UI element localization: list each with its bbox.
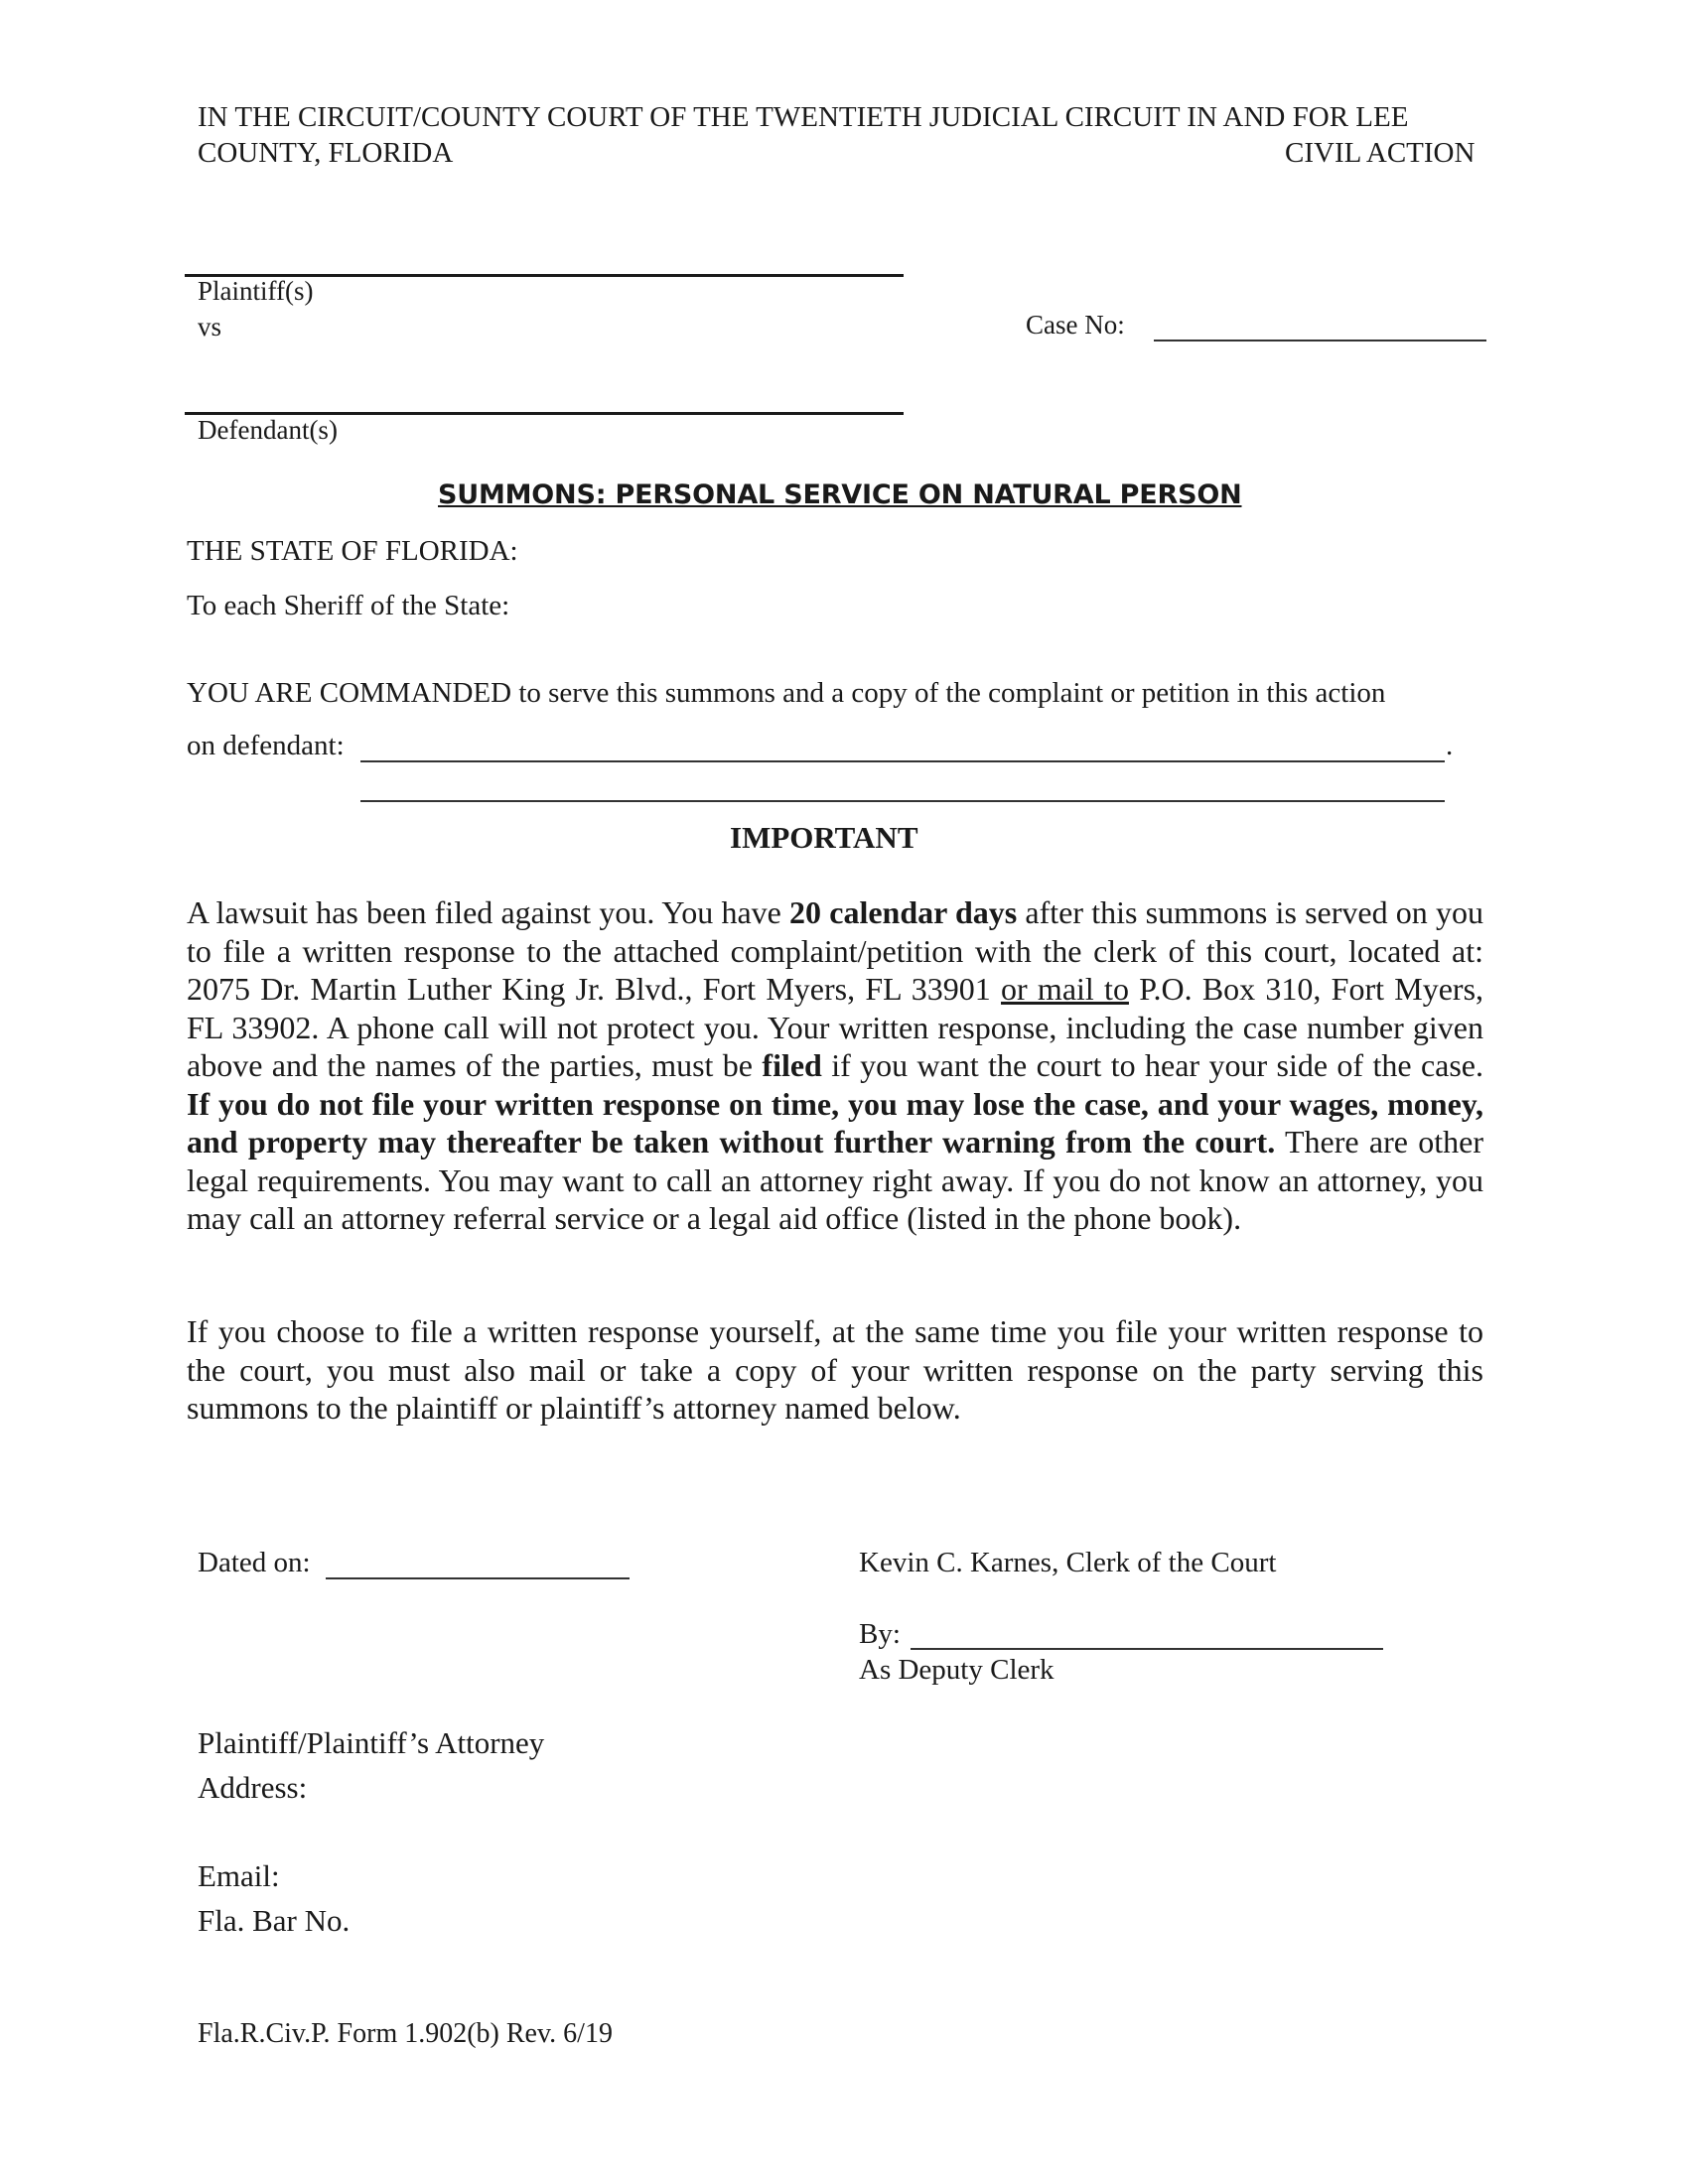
plaintiff-attorney-label: Plaintiff/Plaintiff’s Attorney — [198, 1725, 545, 1760]
on-defendant-label: on defendant: — [187, 730, 345, 761]
p1-text-2: after this summons is served on you to file a written response to the attached complaint/petition with the clerk of this court, located at: 2075 Dr. Martin Luther King Jr. Blvd., Fort Myers, FL 33901 — [187, 894, 1484, 1007]
state-of-florida: THE STATE OF FLORIDA: — [187, 535, 518, 567]
p1-bold-filed: filed — [762, 1047, 822, 1083]
clerk-name: Kevin C. Karnes, Clerk of the Court — [859, 1547, 1277, 1578]
p1-underline-mail: or mail to — [1001, 971, 1129, 1007]
dated-on-label: Dated on: — [198, 1547, 311, 1578]
court-header-civil-action: CIVIL ACTION — [1285, 137, 1476, 169]
p1-text-5: There are other legal requirements. You may want to call an attorney right away. If you do not know an attorney, you may call an attorney referral service or a legal aid office (listed in the phone book). — [187, 1124, 1484, 1236]
plaintiff-label: Plaintiff(s) — [198, 276, 314, 306]
response-paragraph: If you choose to file a written response yourself, at the same time you file your written response to the court, you must also mail or take a copy of your written response on the party serving this summons to the plaintiff or plaintiff’s attorney named below. — [187, 1313, 1483, 1426]
p1-bold-warning: If you do not file your written response on time, you may lose the case, and your wages, money, and property may thereafter be taken without further warning from the court. — [187, 1085, 1483, 1160]
important-paragraph — [187, 893, 1483, 1238]
deputy-clerk-label: As Deputy Clerk — [859, 1654, 1055, 1686]
bar-number-label: Fla. Bar No. — [198, 1903, 351, 1938]
document-title: SUMMONS: PERSONAL SERVICE ON NATURAL PERSON — [438, 479, 1242, 510]
case-no-field[interactable] — [1154, 340, 1486, 341]
p1-text-1: A lawsuit has been filed against you. You have — [187, 894, 790, 930]
command-line: YOU ARE COMMANDED to serve this summons and a copy of the complaint or petition in this action — [187, 677, 1386, 709]
court-header-line1: IN THE CIRCUIT/COUNTY COURT OF THE TWENTIETH JUDICIAL CIRCUIT IN AND FOR LEE — [198, 101, 1409, 133]
defendant-label: Defendant(s) — [198, 415, 338, 445]
vs-label: vs — [198, 312, 222, 341]
dated-on-field[interactable] — [326, 1577, 630, 1579]
email-label: Email: — [198, 1858, 280, 1893]
by-label: By: — [859, 1618, 901, 1650]
important-heading: IMPORTANT — [730, 820, 918, 855]
p1-text-3: P.O. Box 310, Fort Myers, FL 33902. A phone call will not protect you. Your written response, including the case number given above and the names of the parties, must be — [187, 971, 1484, 1083]
to-each-sheriff: To each Sheriff of the State: — [187, 590, 510, 621]
address-label: Address: — [198, 1770, 308, 1805]
case-no-label: Case No: — [1026, 310, 1125, 340]
p1-bold-deadline: 20 calendar days — [789, 894, 1018, 930]
court-header-county: COUNTY, FLORIDA — [198, 137, 454, 169]
p1-text-4: if you want the court to hear your side of the case. — [821, 1047, 1484, 1083]
signature-field[interactable] — [911, 1648, 1383, 1650]
defendant-period: . — [1446, 730, 1454, 761]
form-reference: Fla.R.Civ.P. Form 1.902(b) Rev. 6/19 — [198, 2018, 613, 2049]
defendant-field-line2[interactable] — [360, 800, 1445, 802]
defendant-field-line1[interactable] — [360, 760, 1445, 762]
